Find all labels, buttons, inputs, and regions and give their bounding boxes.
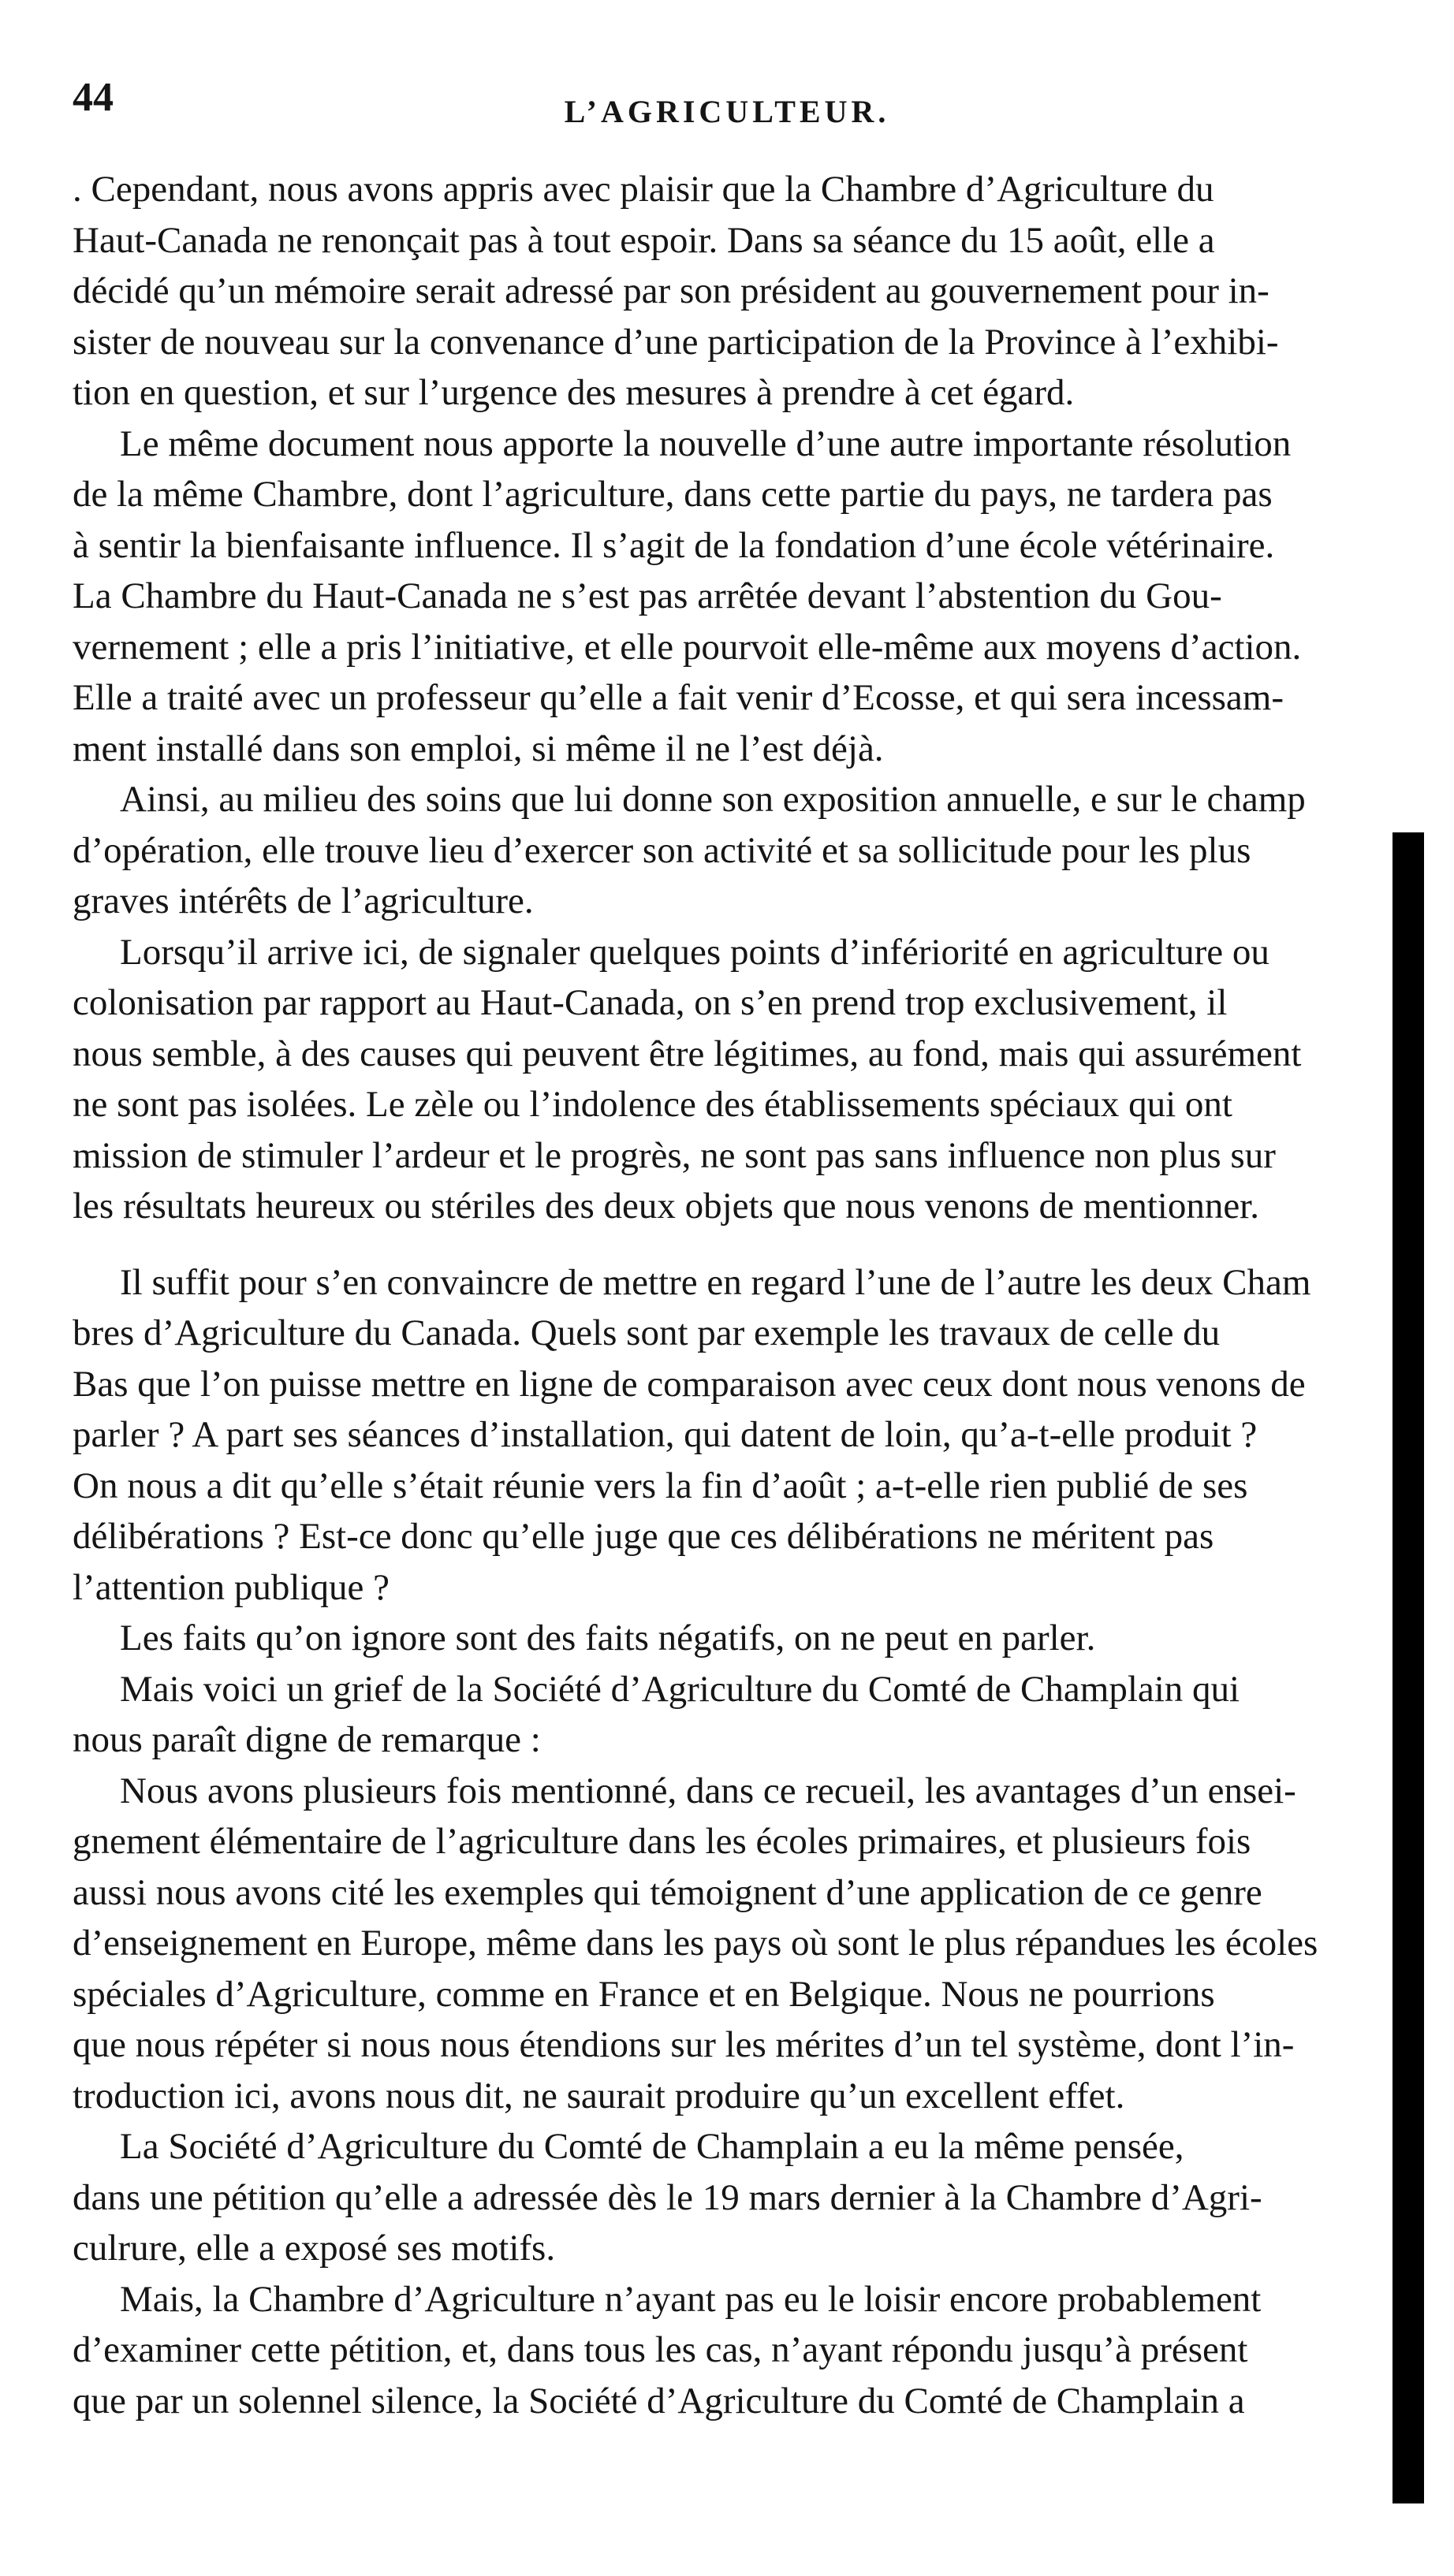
paragraph (73, 2274, 1405, 2427)
text-line: les résultats heureux ou stériles des deux objets que nous venons de mentionner. (73, 1186, 1259, 1227)
text-line: nous paraît digne de remarque : (73, 1719, 541, 1760)
text-line: d’examiner cette pétition, et, dans tous les cas, n’ayant répondu jusqu’à présent (73, 2329, 1248, 2370)
text-line: graves intérêts de l’agriculture. (73, 880, 534, 921)
paragraph (73, 164, 1405, 419)
text-line: Le même document nous apporte la nouvelle d’une autre importante résolution (120, 423, 1292, 464)
text-line: décidé qu’un mémoire serait adressé par son président au gouvernement pour in- (73, 270, 1269, 311)
running-title: L’AGRICULTEUR. (564, 94, 890, 129)
text-line: Haut-Canada ne renonçait pas à tout espoir. Dans sa séance du 15 août, elle a (73, 219, 1215, 261)
text-line: nous semble, à des causes qui peuvent être légitimes, au fond, mais qui assurément (73, 1033, 1302, 1074)
scan-edge-shadow (1392, 832, 1424, 2503)
text-line: mission de stimuler l’ardeur et le progrès, ne sont pas sans influence non plus sur (73, 1134, 1276, 1176)
text-line: aussi nous avons cité les exemples qui témoignent d’une application de ce genre (73, 1871, 1262, 1913)
text-line: Nous avons plusieurs fois mentionné, dans ce recueil, les avantages d’un ensei- (120, 1770, 1296, 1811)
text-line: La Chambre du Haut-Canada ne s’est pas arrêtée devant l’abstention du Gou- (73, 575, 1222, 616)
text-line: La Société d’Agriculture du Comté de Champlain a eu la même pensée, (120, 2126, 1184, 2167)
text-line: gnement élémentaire de l’agriculture dans les écoles primaires, et plusieurs fois (73, 1821, 1251, 1862)
text-line: ment installé dans son emploi, si même il ne l’est déjà. (73, 728, 884, 769)
text-line: . Cependant, nous avons appris avec plaisir que la Chambre d’Agriculture du (73, 169, 1214, 210)
paragraph-gap (73, 1232, 1405, 1257)
text-line: à sentir la bienfaisante influence. Il s’agit de la fondation d’une école vétérinaire. (73, 524, 1275, 566)
text-line: de la même Chambre, dont l’agriculture, dans cette partie du pays, ne tardera pas (73, 474, 1273, 515)
text-line: dans une pétition qu’elle a adressée dès le 19 mars dernier à la Chambre d’Agri- (73, 2176, 1262, 2218)
text-line: colonisation par rapport au Haut-Canada, on s’en prend trop exclusivement, il (73, 982, 1228, 1023)
text-line: Mais voici un grief de la Société d’Agriculture du Comté de Champlain qui (120, 1668, 1240, 1710)
page-number: 44 (73, 75, 114, 120)
text-line: spéciales d’Agriculture, comme en France et en Belgique. Nous ne pourrions (73, 1973, 1215, 2015)
text-line: culrure, elle a exposé ses motifs. (73, 2228, 556, 2269)
text-line: On nous a dit qu’elle s’était réunie vers la fin d’août ; a-t-elle rien publié de ses (73, 1465, 1248, 1506)
text-line: d’opération, elle trouve lieu d’exercer son activité et sa sollicitude pour les plus (73, 829, 1251, 871)
text-line: Ainsi, au milieu des soins que lui donne son exposition annuelle, e sur le champ (120, 779, 1306, 820)
text-line: d’enseignement en Europe, même dans les pays où sont le plus répandues les écoles (73, 1923, 1318, 1964)
text-line: Mais, la Chambre d’Agriculture n’ayant pas eu le loisir encore probablement (120, 2278, 1262, 2320)
text-line: sister de nouveau sur la convenance d’une participation de la Province à l’exhibi- (73, 321, 1279, 363)
text-line: que par un solennel silence, la Société d’Agriculture du Comté de Champlain a (73, 2380, 1245, 2422)
paragraph (73, 1613, 1405, 1664)
text-line: que nous répéter si nous nous étendions sur les mérites d’un tel système, dont l’in- (73, 2024, 1295, 2065)
text-line: troduction ici, avons nous dit, ne saurait produire qu’un excellent effet. (73, 2075, 1125, 2116)
text-line: Lorsqu’il arrive ici, de signaler quelques points d’infériorité en agriculture ou (120, 931, 1269, 973)
text-line: Les faits qu’on ignore sont des faits négatifs, on ne peut en parler. (120, 1617, 1096, 1658)
text-line: délibérations ? Est-ce donc qu’elle juge que ces délibérations ne méritent pas (73, 1516, 1214, 1557)
text-line: bres d’Agriculture du Canada. Quels sont par exemple les travaux de celle du (73, 1312, 1221, 1353)
text-line: Il suffit pour s’en convaincre de mettre en regard l’une de l’autre les deux Cham (120, 1261, 1311, 1303)
body-text (73, 164, 1405, 2426)
text-line: Elle a traité avec un professeur qu’elle a fait venir d’Ecosse, et qui sera incessam- (73, 677, 1284, 718)
paragraph (73, 927, 1405, 1232)
paragraph (73, 419, 1405, 775)
text-line: Bas que l’on puisse mettre en ligne de comparaison avec ceux dont nous venons de (73, 1363, 1306, 1405)
text-line: tion en question, et sur l’urgence des mesures à prendre à cet égard. (73, 372, 1075, 413)
text-line: ne sont pas isolées. Le zèle ou l’indolence des établissements spéciaux qui ont (73, 1084, 1232, 1125)
text-line: vernement ; elle a pris l’initiative, et elle pourvoit elle-même aux moyens d’action. (73, 626, 1302, 668)
paragraph (73, 2121, 1405, 2274)
paragraph (73, 1664, 1405, 1766)
paragraph (73, 1257, 1405, 1614)
text-line: l’attention publique ? (73, 1566, 390, 1608)
text-line: parler ? A part ses séances d’installation, qui datent de loin, qu’a-t-elle produit ? (73, 1414, 1258, 1455)
paragraph (73, 774, 1405, 927)
paragraph (73, 1766, 1405, 2122)
